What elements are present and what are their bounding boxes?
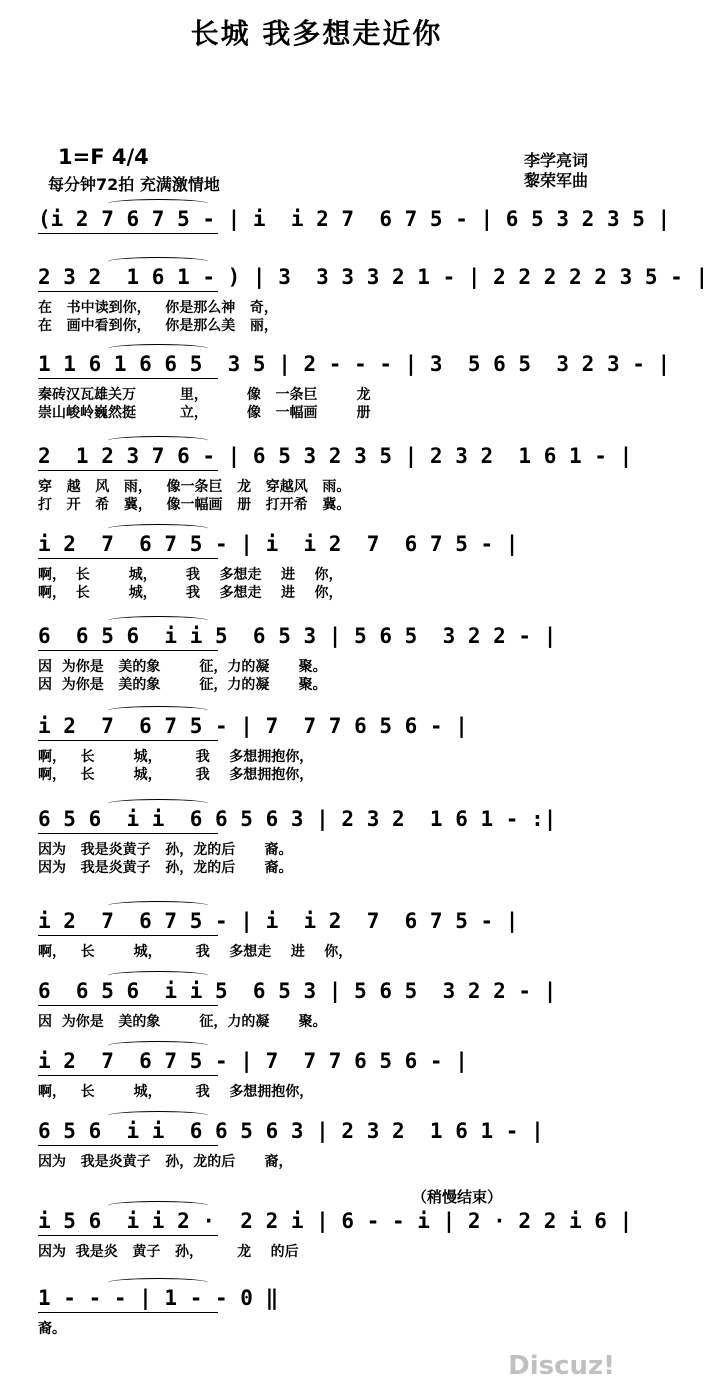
beam-line: [38, 833, 218, 834]
notation-row: 2 1 2 3 7 6 - | 6 5 3 2 3 5 | 2 3 2 1 6 1 - |: [38, 444, 633, 468]
beam-line: [38, 1235, 218, 1236]
lyric-row: 崇山峻岭巍然挺 立， 像 一幅画 册: [38, 405, 371, 421]
notation-row: 6 5 6 i i 6 6 5 6 3 | 2 3 2 1 6 1 - :|: [38, 807, 557, 831]
slur-arc: [108, 436, 208, 445]
slur-arc: [108, 257, 208, 266]
ending-mark: （稍慢结束）: [412, 1188, 503, 1206]
lyric-row: 因 为你是 美的象 征，力的凝 聚。: [38, 677, 327, 693]
slur-arc: [108, 616, 208, 625]
notation-row: 2 3 2 1 6 1 - ) | 3 3 3 3 2 1 - | 2 2 2 2 2 3 5 - |: [38, 265, 708, 289]
slur-arc: [108, 901, 208, 910]
beam-line: [38, 935, 218, 936]
composer-credit: 黎荣军曲: [523, 171, 588, 190]
slur-arc: [108, 344, 208, 353]
lyric-row: 裔。: [38, 1321, 66, 1337]
lyric-row: 因 为你是 美的象 征，力的凝 聚。: [38, 1014, 327, 1030]
beam-line: [38, 650, 218, 651]
lyric-row: 打 开 希 冀， 像一幅画 册 打开希 冀。: [38, 497, 351, 513]
notation-row: 6 5 6 i i 6 6 5 6 3 | 2 3 2 1 6 1 - |: [38, 1119, 544, 1143]
lyric-row: 啊， 长 城， 我 多想拥抱你，: [38, 1084, 314, 1100]
lyric-row: 因为 我是炎黄子 孙，龙的后 裔。: [38, 860, 293, 876]
lyric-row: 因为 我是炎 黄子 孙， 龙 的后: [38, 1244, 299, 1260]
lyricist-credit: 李学亮词: [523, 151, 588, 170]
lyric-row: 秦砖汉瓦雄关万 里， 像 一条巨 龙: [38, 387, 371, 403]
slur-arc: [108, 1111, 208, 1120]
notation-row: 6 6 5 6 i i 5 6 5 3 | 5 6 5 3 2 2 - |: [38, 624, 557, 648]
notation-row: 1 - - - | 1 - - 0 ‖: [38, 1286, 279, 1310]
beam-line: [38, 378, 218, 379]
lyric-row: 因 为你是 美的象 征，力的凝 聚。: [38, 659, 327, 675]
beam-line: [38, 233, 218, 234]
slur-arc: [108, 706, 208, 715]
slur-arc: [108, 1201, 208, 1210]
beam-line: [38, 1075, 218, 1076]
watermark: Discuz!: [508, 1351, 615, 1381]
lyric-row: 因为 我是炎黄子 孙，龙的后 裔。: [38, 842, 293, 858]
lyric-row: 啊， 长 城， 我 多想走 进 你，: [38, 585, 343, 601]
lyric-row: 穿 越 风 雨， 像一条巨 龙 穿越风 雨。: [38, 479, 351, 495]
lyric-row: 啊， 长 城， 我 多想走 进 你，: [38, 567, 343, 583]
lyric-row: 啊， 长 城， 我 多想拥抱你，: [38, 767, 314, 783]
slur-arc: [108, 524, 208, 533]
notation-row: 6 6 5 6 i i 5 6 5 3 | 5 6 5 3 2 2 - |: [38, 979, 557, 1003]
lyric-row: 在 书中读到你， 你是那么神 奇，: [38, 300, 278, 316]
notation-row: 1 1 6 1 6 6 5 3 5 | 2 - - - | 3 5 6 5 3 2 3 - |: [38, 352, 671, 376]
beam-line: [38, 1145, 218, 1146]
beam-line: [38, 470, 218, 471]
beam-line: [38, 558, 218, 559]
slur-arc: [108, 199, 208, 208]
beam-line: [38, 1005, 218, 1006]
tempo-marking: 每分钟72拍 充满激情地: [48, 175, 220, 194]
lyric-row: 在 画中看到你， 你是那么美 丽，: [38, 318, 278, 334]
beam-line: [38, 291, 218, 292]
beam-line: [38, 1312, 218, 1313]
key-signature: 1=F 4/4: [58, 145, 149, 169]
slur-arc: [108, 1278, 208, 1287]
beam-line: [38, 740, 218, 741]
notation-row: i 2 7 6 7 5 - | 7 7 7 6 5 6 - |: [38, 714, 468, 738]
notation-row: i 2 7 6 7 5 - | 7 7 7 6 5 6 - |: [38, 1049, 468, 1073]
notation-row: i 2 7 6 7 5 - | i i 2 7 6 7 5 - |: [38, 532, 519, 556]
song-title: 长城 我多想走近你: [190, 17, 443, 50]
slur-arc: [108, 971, 208, 980]
lyric-row: 因为 我是炎黄子 孙，龙的后 裔，: [38, 1154, 293, 1170]
notation-row: i 2 7 6 7 5 - | i i 2 7 6 7 5 - |: [38, 909, 519, 933]
lyric-row: 啊， 长 城， 我 多想走 进 你，: [38, 944, 353, 960]
slur-arc: [108, 799, 208, 808]
lyric-row: 啊， 长 城， 我 多想拥抱你，: [38, 749, 314, 765]
notation-row: i 5 6 i i 2 · 2 2 i | 6 - - i | 2 · 2 2 i 6 |: [38, 1209, 633, 1233]
notation-row: (i 2 7 6 7 5 - | i i 2 7 6 7 5 - | 6 5 3 2 3 5 |: [38, 207, 671, 231]
slur-arc: [108, 1041, 208, 1050]
